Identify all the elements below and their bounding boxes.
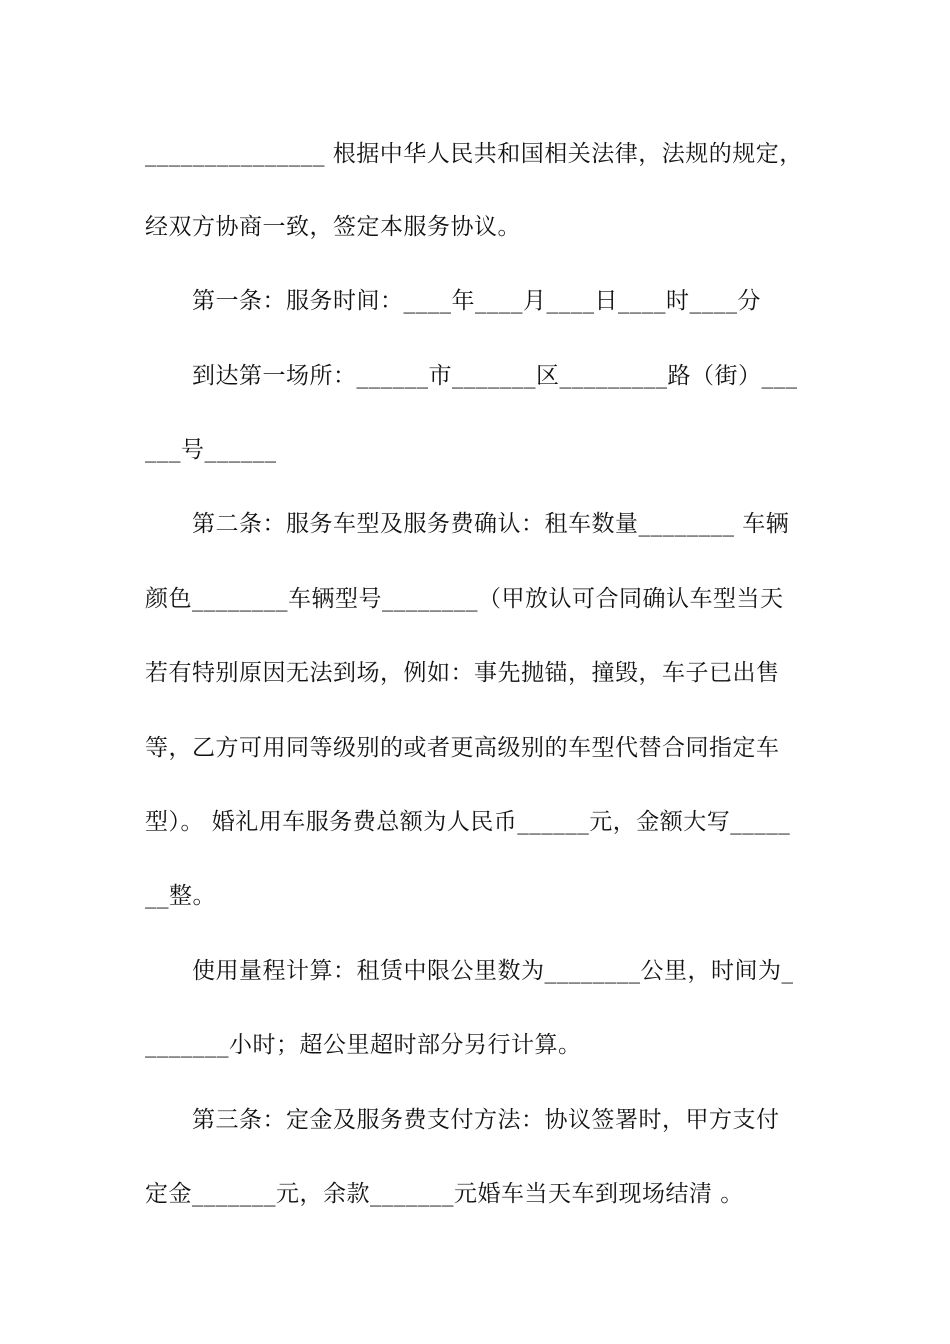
text-line-1: _______________ 根据中华人民共和国相关法律，法规的规定， xyxy=(145,141,803,167)
text-line-5: ___号______ xyxy=(145,437,277,463)
text-line-15: 定金_______元，余款_______元婚车当天车到现场结清 。 xyxy=(145,1181,744,1207)
text-line-11: __整。 xyxy=(145,883,216,909)
text-line-2: 经双方协商一致，签定本服务协议。 xyxy=(145,214,521,240)
text-line-8: 若有特别原因无法到场，例如：事先抛锚，撞毁，车子已出售 xyxy=(145,660,780,686)
text-line-7: 颜色________车辆型号________（甲放认可合同确认车型当天 xyxy=(145,586,784,612)
article-1-line: 第一条：服务时间：____年____月____日____时____分 xyxy=(192,288,761,314)
article-2-line: 第二条：服务车型及服务费确认：租车数量________ 车辆 xyxy=(192,511,790,537)
mileage-line: 使用量程计算：租赁中限公里数为________公里，时间为_ xyxy=(192,958,794,984)
text-line-4: 到达第一场所：______市_______区_________路（街）___ xyxy=(192,363,798,389)
text-line-13: _______小时；超公里超时部分另行计算。 xyxy=(145,1032,582,1058)
text-line-9: 等，乙方可用同等级别的或者更高级别的车型代替合同指定车 xyxy=(145,735,780,761)
article-3-line: 第三条：定金及服务费支付方法：协议签署时，甲方支付 xyxy=(192,1107,780,1133)
text-line-10: 型）。 婚礼用车服务费总额为人民币______元，金额大写_____ xyxy=(145,809,791,835)
